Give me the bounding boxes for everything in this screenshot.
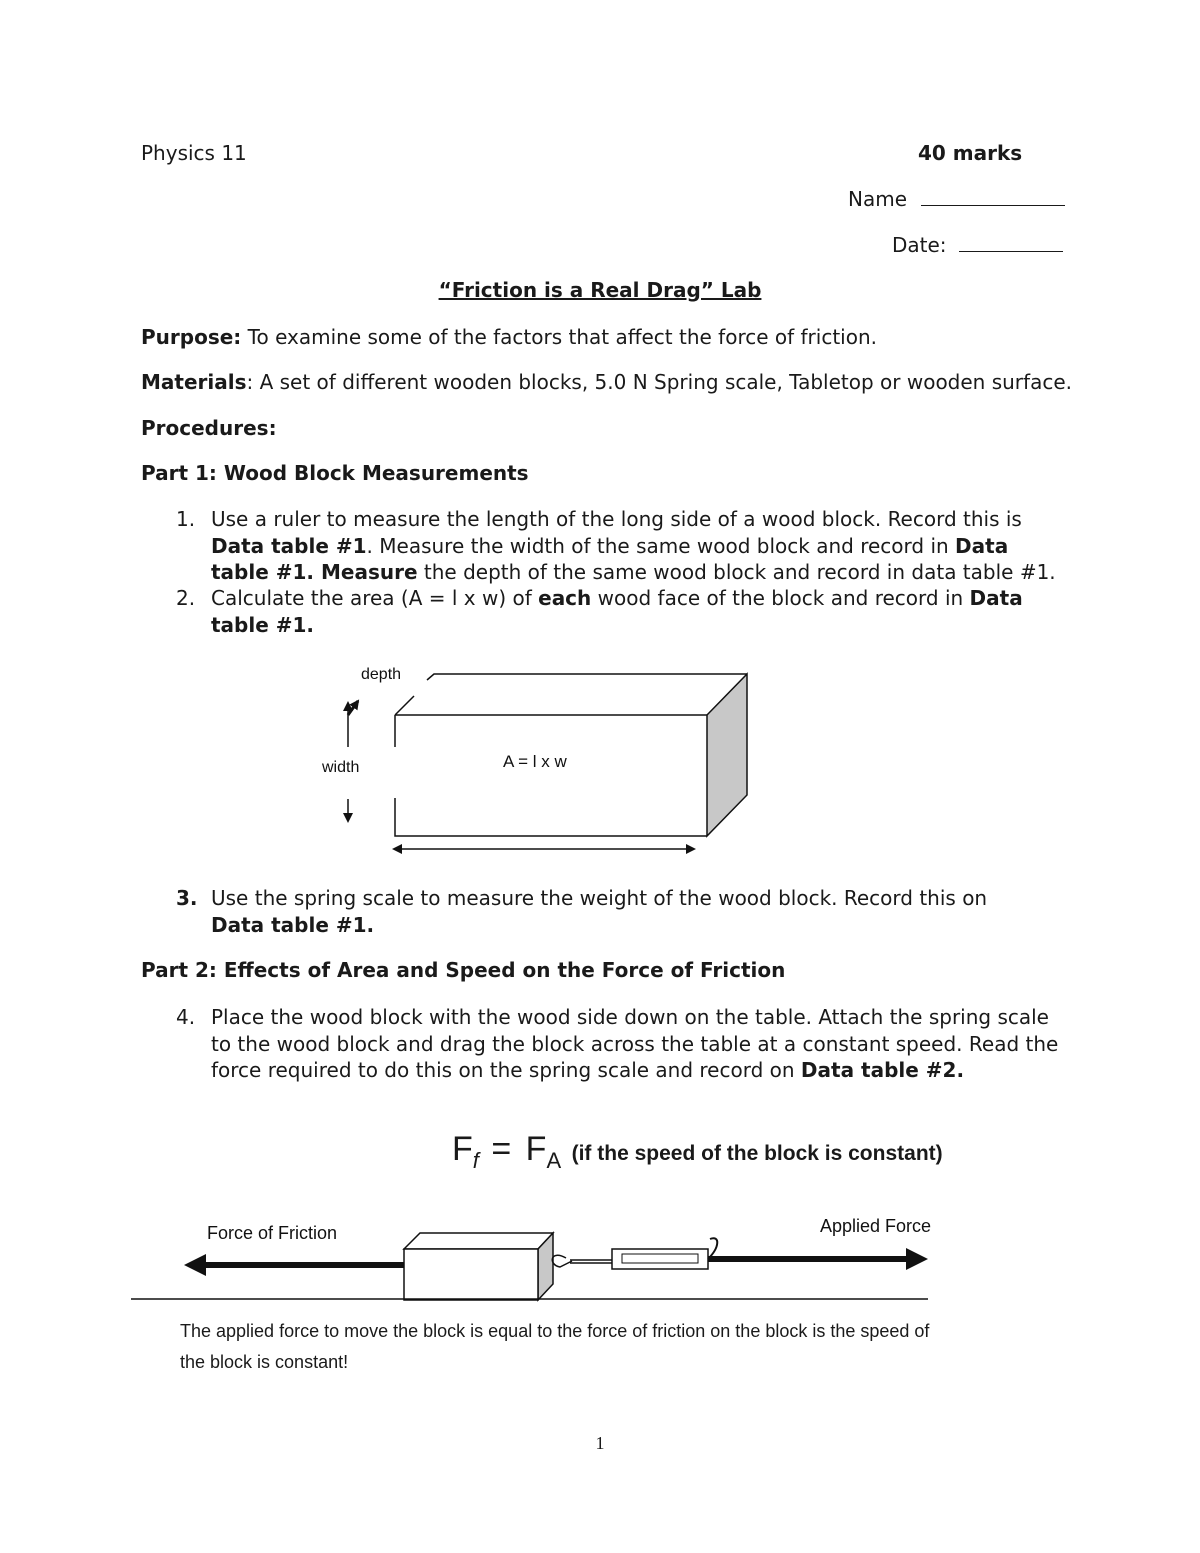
drag-block-top (404, 1233, 553, 1249)
eq-lhs: F (452, 1130, 473, 1168)
step2-text-a: Calculate the area (A = l x w) of (211, 586, 539, 610)
step1-bold-b: Data table #1. Measure (211, 533, 1009, 584)
date-blank[interactable] (959, 233, 1063, 252)
date-field (892, 232, 1063, 258)
materials-line (141, 369, 1072, 395)
step1-text-c: the depth of the same wood block and record in data table #1. (417, 560, 1056, 584)
scale-hook (552, 1255, 572, 1267)
eq-condition: (if the speed of the block is constant) (571, 1142, 943, 1165)
step3-text-a: Use the spring scale to measure the weight of the wood block. Record this on (211, 886, 988, 910)
step1-text (211, 506, 1071, 586)
lab-title: “Friction is a Real Drag” Lab (438, 278, 762, 302)
eq-rhs-sub: A (546, 1148, 562, 1173)
purpose-label: Purpose: (141, 325, 242, 349)
date-label: Date: (892, 233, 947, 257)
eq-rhs: F (525, 1130, 547, 1168)
materials-text: : A set of different wooden blocks, 5.0 N Spring scale, Tabletop or wooden surface. (246, 370, 1072, 394)
course-title: Physics 11 (141, 141, 247, 165)
step4-text (211, 1004, 1061, 1084)
step3-number: 3. (176, 886, 198, 910)
purpose-line (141, 324, 877, 350)
width-label: width (322, 759, 360, 776)
step2-text-b: wood face of the block and record in (591, 586, 970, 610)
step1-text-a: Use a ruler to measure the length of the long side of a wood block. Record this is (211, 507, 1022, 531)
page-number: 1 (595, 1433, 605, 1453)
eq-equals: = (491, 1130, 512, 1168)
step2-number: 2. (176, 586, 196, 610)
area-formula-label: A = l x w (503, 752, 567, 771)
applied-force-label: Applied Force (820, 1216, 932, 1236)
step2-bold-a: each (538, 586, 592, 610)
drag-block-front (404, 1249, 538, 1300)
spring-scale-window (622, 1254, 698, 1263)
block-front-face-lower (395, 798, 707, 836)
purpose-text: To examine some of the factors that affect the force of friction. (241, 325, 877, 349)
name-label: Name (848, 187, 908, 211)
step4-text-a: Place the wood block with the wood side down on the table. Attach the spring scale to the wood block and drag the block across the table at a constant speed. Read the force required to do this on the spring scale and record on (211, 1005, 1059, 1082)
step2-bold-b: Data table #1. (211, 586, 1023, 637)
step1-bold-a: Data table #1 (211, 533, 367, 558)
eq-lhs-sub: f (472, 1148, 479, 1173)
name-blank[interactable] (921, 187, 1065, 206)
block-top-face (395, 696, 414, 715)
marks-total: 40 marks (918, 141, 1023, 165)
friction-equation (452, 1130, 943, 1173)
part1-heading: Part 1: Wood Block Measurements (141, 461, 529, 485)
step4-number: 4. (176, 1005, 196, 1029)
part2-heading: Part 2: Effects of Area and Speed on the Force of Friction (141, 958, 786, 982)
friction-arrow-head (184, 1254, 206, 1276)
materials-label: Materials (141, 370, 247, 394)
scale-ring (708, 1238, 717, 1259)
force-diagram (120, 1205, 950, 1310)
applied-arrow-head (906, 1248, 928, 1270)
friction-force-label: Force of Friction (207, 1223, 338, 1243)
step4-bold-a: Data table #2. (800, 1058, 965, 1082)
step3-bold-a: Data table #1. (211, 912, 375, 937)
step1-number: 1. (176, 507, 196, 531)
name-field (848, 186, 1065, 212)
block-top-back-edge (427, 674, 747, 680)
block-dimension-diagram (300, 655, 770, 870)
step3-text (211, 885, 1041, 938)
block-side-face (707, 674, 747, 836)
depth-arrow (348, 701, 358, 715)
procedures-heading: Procedures: (141, 416, 277, 440)
step1-text-b: . Measure the width of the same wood block and record in (366, 533, 956, 558)
force-note: The applied force to move the block is equal to the force of friction on the block is the speed of the block is constant! (180, 1321, 930, 1372)
depth-label: depth (361, 666, 402, 683)
step2-text (211, 585, 1031, 638)
